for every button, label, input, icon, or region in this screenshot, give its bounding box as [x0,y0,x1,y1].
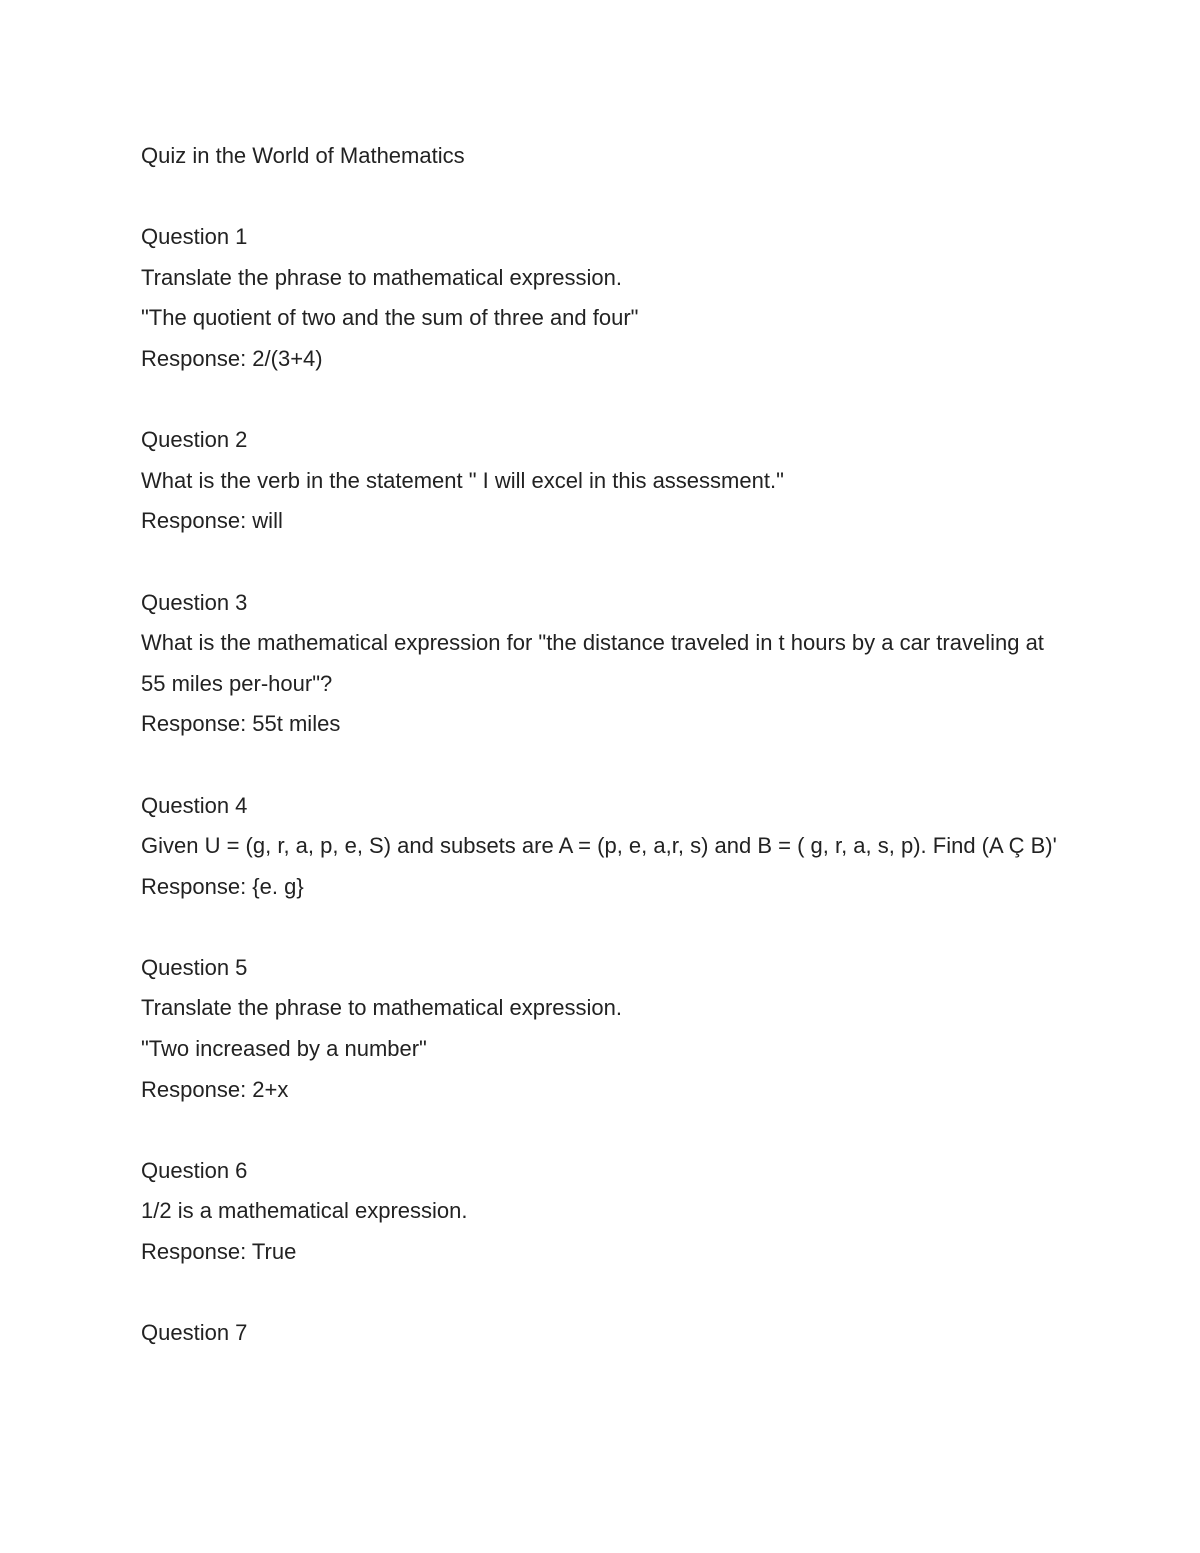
spacer [141,177,1061,218]
question-text: What is the mathematical expression for "the distance traveled in t hours by a car traveling at 55 miles per-hour"? [141,630,1051,696]
question-heading: Question 5 [141,954,248,980]
question-response: Response: {e. g} [141,873,304,899]
question-heading: Question 6 [141,1157,248,1183]
question-1 [141,217,1061,379]
question-text: What is the verb in the statement " I will excel in this assessment." [141,467,784,493]
question-4 [141,786,1061,908]
question-text: Translate the phrase to mathematical expression. [141,995,622,1021]
spacer [141,1273,1061,1314]
question-response: Response: 2/(3+4) [141,345,323,371]
question-heading: Question 4 [141,792,248,818]
question-text: Translate the phrase to mathematical expression. [141,264,622,290]
question-6 [141,1151,1061,1273]
question-response: Response: 2+x [141,1076,289,1102]
question-text: "The quotient of two and the sum of three and four" [141,305,639,331]
question-heading: Question 1 [141,224,248,250]
question-7 [141,1313,1061,1354]
question-heading: Question 7 [141,1320,248,1346]
question-text: Given U = (g, r, a, p, e, S) and subsets are A = (p, e, a,r, s) and B = ( g, r, a, s, p). Find (A Ç B)' [141,833,1057,859]
question-text: "Two increased by a number" [141,1036,427,1062]
question-heading: Question 3 [141,589,248,615]
question-response: Response: will [141,508,283,534]
spacer [141,745,1061,786]
question-text: 1/2 is a mathematical expression. [141,1198,468,1224]
spacer [141,1110,1061,1151]
question-response: Response: 55t miles [141,711,341,737]
document-title: Quiz in the World of Mathematics [141,143,465,168]
spacer [141,380,1061,421]
spacer [141,542,1061,583]
question-heading: Question 2 [141,427,248,453]
question-3 [141,583,1061,745]
question-5 [141,948,1061,1110]
document-body [141,136,1061,1354]
spacer [141,907,1061,948]
question-response: Response: True [141,1239,297,1265]
question-2 [141,420,1061,542]
